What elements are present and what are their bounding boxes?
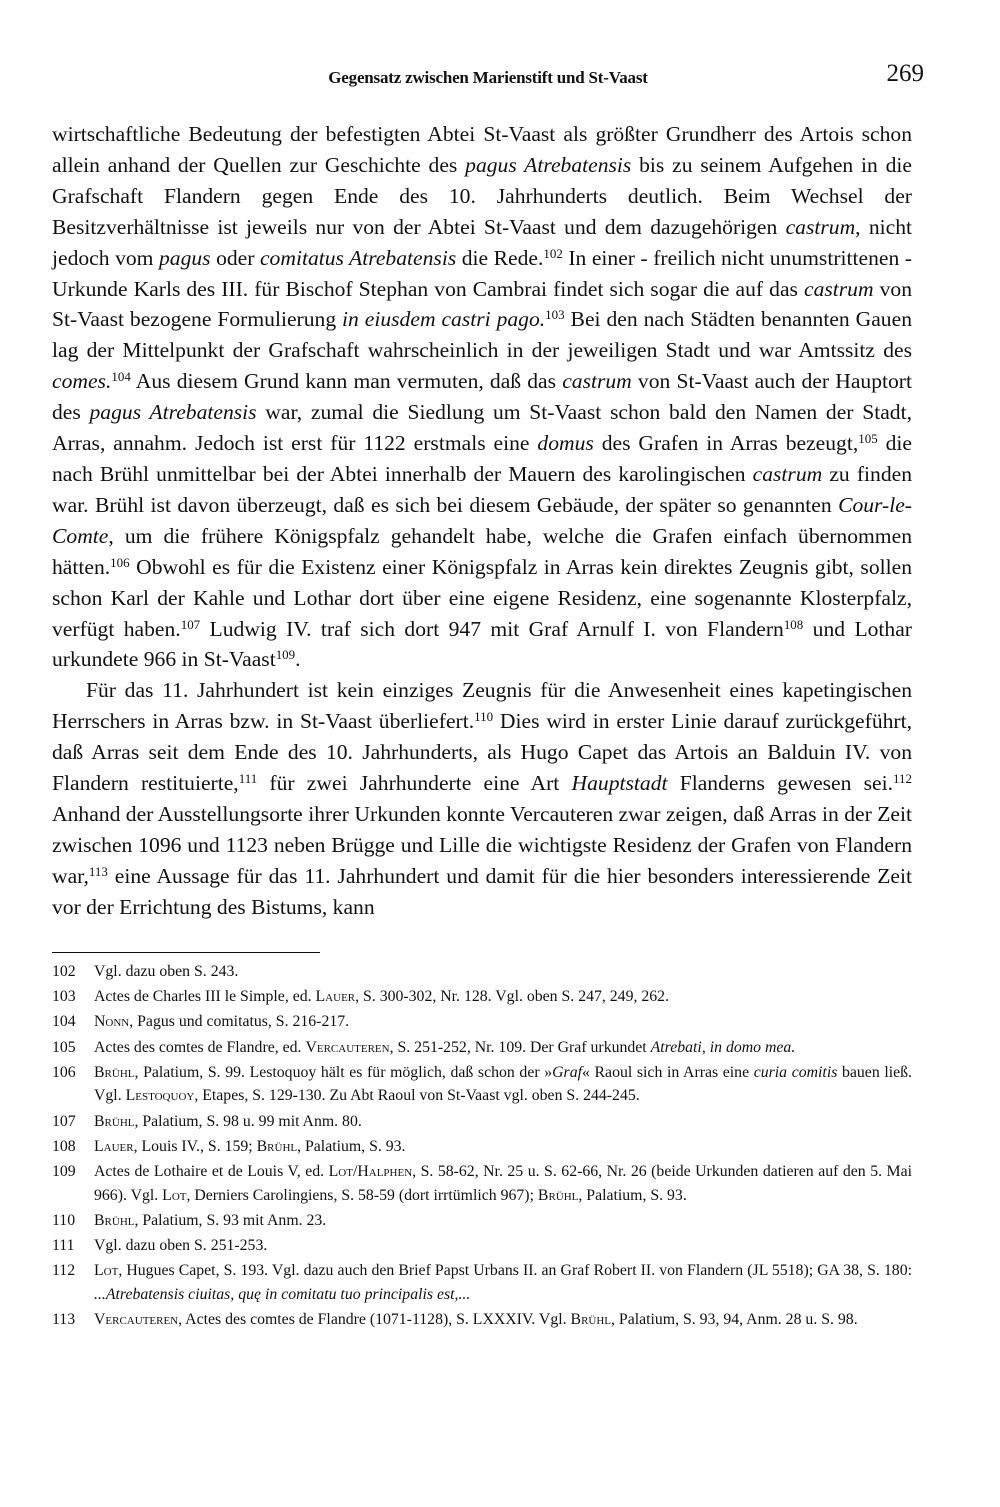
italic-term: in eiusdem castri pago. (342, 307, 546, 332)
footnote-text (94, 1135, 912, 1159)
author-name: Lauer (94, 1137, 134, 1155)
footnote-102 (52, 960, 912, 984)
italic-quote: ...Atrebatensis ciuitas, quę in comitatu tuo principalis est,... (94, 1285, 471, 1303)
text-run: Actes des comtes de Flandre, ed. (94, 1038, 306, 1056)
text-run: , Hugues Capet, S. 193. Vgl. dazu auch den Brief Papst Urbans II. an Graf Robert II. von Flandern (JL 5518); GA 38, S. 180: (118, 1262, 912, 1280)
footnote-110 (52, 1209, 912, 1233)
text-run: die nach Brühl unmittelbar bei der Abtei innerhalb der Mauern des karolingischen (52, 431, 912, 486)
footnote-text (94, 1160, 912, 1207)
footnote-text (94, 1308, 912, 1332)
text-run: Für das 11. Jahrhundert ist kein einziges Zeugnis für die Anwesenheit eines kapetingischen Herrschers in Arras bzw. in St-Vaast überliefert. (52, 678, 912, 734)
text-run: Ludwig IV. traf sich dort 947 mit Graf Arnulf I. von Flandern (200, 616, 784, 641)
footnote-text (94, 1209, 912, 1233)
author-name: Brühl (570, 1310, 612, 1328)
main-text (52, 119, 912, 923)
text-run: , Palatium, S. 93, 94, Anm. 28 u. S. 98. (611, 1310, 858, 1328)
italic-term: castrum (803, 276, 874, 301)
footnote-text (94, 1010, 912, 1034)
text-run: , Palatium, S. 93. (297, 1137, 406, 1155)
footnote-ref[interactable]: 113 (88, 863, 108, 879)
text-run: , Pagus und comitatus, S. 216-217. (129, 1013, 350, 1031)
text-run: bauen ließ. Vgl. (94, 1063, 912, 1105)
footnote-text (94, 1259, 912, 1306)
footnote-text (94, 960, 912, 984)
text-run: Vgl. dazu oben S. 251-253. (94, 1236, 268, 1254)
italic-term: Hauptstadt (571, 771, 668, 796)
footnote-number: 108 (52, 1137, 76, 1155)
text-run: , Louis IV., S. 159; (133, 1137, 257, 1155)
text-run: Vgl. dazu oben S. 243. (94, 963, 239, 980)
footnote-ref[interactable]: 102 (543, 245, 563, 261)
footnote-ref[interactable]: 110 (474, 709, 494, 725)
italic-term: castrum (562, 369, 632, 394)
text-run: , Palatium, S. 93. (578, 1186, 687, 1204)
footnote-111 (52, 1234, 912, 1258)
footnote-ref[interactable]: 103 (545, 307, 565, 323)
footnote-text (94, 1234, 912, 1258)
text-run: , S. 300-302, Nr. 128. Vgl. oben S. 247, 249, 262. (355, 988, 670, 1006)
author-name: Vercauteren (305, 1038, 390, 1056)
italic-term: pagus Atrebatensis (465, 152, 632, 177)
text-run: , nicht jedoch vom (52, 214, 912, 270)
text-run: « Raoul sich in Arras eine (581, 1063, 754, 1081)
author-name: Vercauteren (94, 1310, 179, 1328)
italic-term: pagus Atrebatensis (89, 400, 257, 425)
footnote-number: 105 (52, 1038, 76, 1056)
italic-term: castrum (752, 461, 823, 486)
footnote-number: 106 (52, 1063, 76, 1081)
author-name: Brühl (94, 1063, 135, 1081)
text-run: die Rede. (456, 245, 544, 270)
footnote-105 (52, 1036, 912, 1060)
footnote-ref[interactable]: 112 (893, 770, 912, 786)
italic-term: Graf (552, 1063, 582, 1081)
text-run: , S. 58-62, Nr. 25 u. S. 62-66, Nr. 26 (beide Urkunden datieren auf den 5. Mai 966). Vgl. (94, 1162, 912, 1204)
footnote-number: 109 (52, 1162, 76, 1180)
text-run: bis zu seinem Aufgehen in die Grafschaft Flandern gegen Ende des 10. Jahrhunderts deutlich. Beim Wechsel der Besitzverhältnisse ist jeweils nur von der Abtei St-Vaast und dem dazugehörigen (52, 152, 913, 239)
footnote-107 (52, 1110, 912, 1134)
text-run: , um die frühere Königspfalz gehandelt habe, welche die Grafen einfach übernommen hätten. (52, 523, 912, 579)
footnote-separator (52, 952, 320, 953)
text-run: . (295, 647, 301, 672)
footnote-ref[interactable]: 105 (858, 430, 878, 446)
footnote-108 (52, 1135, 912, 1159)
text-run: , Palatium, S. 98 u. 99 mit Anm. 80. (134, 1112, 362, 1130)
text-run: eine Aussage für das 11. Jahrhundert und damit für die hier besonders interessierende Zeit vor der Errichtung des Bistums, kann (52, 863, 912, 919)
author-name: Lauer (315, 988, 356, 1006)
text-run: Actes de Lothaire et de Louis V, ed. (94, 1162, 329, 1180)
footnote-106 (52, 1061, 912, 1108)
footnote-113 (52, 1308, 912, 1332)
footnote-text (94, 985, 912, 1009)
text-run: Aus diesem Grund kann man vermuten, daß das (130, 369, 563, 394)
italic-term: pagus (158, 245, 211, 270)
text-run: , Actes des comtes de Flandre (1071-1128), S. LXXXIV. Vgl. (178, 1310, 571, 1328)
footnote-number: 111 (52, 1236, 75, 1254)
footnote-number: 102 (52, 963, 76, 980)
footnote-103 (52, 985, 912, 1009)
footnote-number: 103 (52, 988, 76, 1006)
author-name: Brühl (256, 1137, 298, 1155)
author-name: Brühl (94, 1112, 135, 1130)
footnote-ref[interactable]: 104 (111, 369, 131, 385)
footnote-109 (52, 1160, 912, 1207)
text-run: Anhand der Ausstellungsorte ihrer Urkunden konnte Vercauteren zwar zeigen, daß Arras in der Zeit zwischen 1096 und 1123 neben Brügge und Lille die wichtigste Residenz der Grafen von Flandern war, (52, 801, 912, 888)
text-run: zu finden war. Brühl ist davon überzeugt, daß es sich bei diesem Gebäude, der später so genannten (52, 461, 913, 517)
text-run: Flanderns gewesen sei. (667, 771, 894, 796)
text-run: , S. 251-252, Nr. 109. Der Graf urkundet (389, 1038, 651, 1056)
text-run: , Palatium, S. 93 mit Anm. 23. (134, 1211, 327, 1229)
footnote-104 (52, 1010, 912, 1034)
text-run: und Lothar urkundete 966 in St-Vaast (52, 616, 912, 672)
author-name: Brühl (94, 1211, 135, 1229)
text-run: von St-Vaast bezogene Formulierung (52, 276, 913, 332)
footnote-number: 104 (52, 1013, 76, 1031)
running-head (52, 60, 924, 100)
footnote-number: 107 (52, 1112, 76, 1130)
footnote-112 (52, 1259, 912, 1306)
text-run: , Palatium, S. 99. Lestoquoy hält es für möglich, daß schon der » (134, 1063, 553, 1081)
footnote-text (94, 1036, 912, 1060)
footnote-number: 112 (52, 1262, 76, 1280)
author-name: Lot (94, 1262, 119, 1280)
footnotes (52, 960, 912, 1333)
text-run: wirtschaftliche Bedeutung der befestigten Abtei St-Vaast als größter Grundherr des Artois schon allein anhand der Quellen zur Geschichte des (52, 122, 912, 177)
italic-term: castrum (785, 214, 856, 239)
text-run: Actes de Charles III le Simple, ed. (94, 988, 316, 1006)
author-name: Lot/Halphen (328, 1162, 413, 1180)
footnote-number: 110 (52, 1211, 76, 1229)
footnote-ref[interactable]: 108 (783, 616, 804, 632)
text-run: war, zumal die Siedlung um St-Vaast schon bald den Namen der Stadt, Arras, annahm. Jedoch ist erst für 1122 erstmals eine (52, 400, 912, 456)
paragraph-1 (52, 119, 912, 675)
footnote-number: 113 (52, 1310, 76, 1328)
paragraph-2 (52, 675, 912, 922)
text-run: von St-Vaast auch der Hauptort des (52, 369, 912, 425)
footnote-text (94, 1110, 912, 1134)
author-name: Brühl (537, 1186, 579, 1204)
footnote-ref[interactable]: 109 (275, 647, 296, 663)
footnote-ref[interactable]: 107 (180, 616, 201, 632)
italic-term: comes. (52, 369, 112, 394)
author-name: Lot (162, 1186, 187, 1204)
text-run: Obwohl es für die Existenz einer Königspfalz in Arras kein direktes Zeugnis gibt, sollen schon Karl der Kahle und Lothar dort über eine eigene Residenz, eine sogenannte Klosterpfalz, verfügt haben. (52, 554, 912, 641)
italic-term: domus (537, 431, 594, 456)
italic-term: curia comitis (753, 1063, 838, 1081)
author-name: Lestoquoy (125, 1087, 195, 1105)
text-run: In einer - freilich nicht unumstrittenen - Urkunde Karls des III. für Bischof Stephan von Cambrai findet sich sogar die auf das (52, 245, 912, 301)
italic-quote: Atrebati, in domo mea. (650, 1038, 796, 1056)
text-run: Bei den nach Städten benannten Gauen lag der Mittelpunkt der Grafschaft wahrscheinlich in der jeweiligen Stadt und war Amtssitz des (52, 307, 912, 363)
text-run: oder (210, 245, 260, 270)
text-run: für zwei Jahrhunderte eine Art (257, 771, 572, 796)
italic-term: Cour-le-Comte (52, 492, 912, 548)
text-run: Dies wird in erster Linie darauf zurückgeführt, daß Arras seit dem Ende des 10. Jahrhunderts, als Hugo Capet das Artois an Balduin IV. von Flandern restituierte, (52, 709, 913, 796)
footnote-text (94, 1061, 912, 1108)
text-run: des Grafen in Arras bezeugt, (593, 431, 859, 456)
text-run: , Etapes, S. 129-130. Zu Abt Raoul von St-Vaast vgl. oben S. 244-245. (194, 1087, 640, 1105)
footnote-ref[interactable]: 106 (110, 554, 130, 570)
text-run: , Derniers Carolingiens, S. 58-59 (dort irrtümlich 967); (186, 1186, 538, 1204)
author-name: Nonn (94, 1013, 130, 1031)
footnote-ref[interactable]: 111 (238, 770, 258, 786)
running-title: Gegensatz zwischen Marienstift und St-Vaast (328, 68, 648, 87)
italic-term: comitatus Atrebatensis (259, 245, 457, 270)
page-number: 269 (886, 60, 924, 87)
